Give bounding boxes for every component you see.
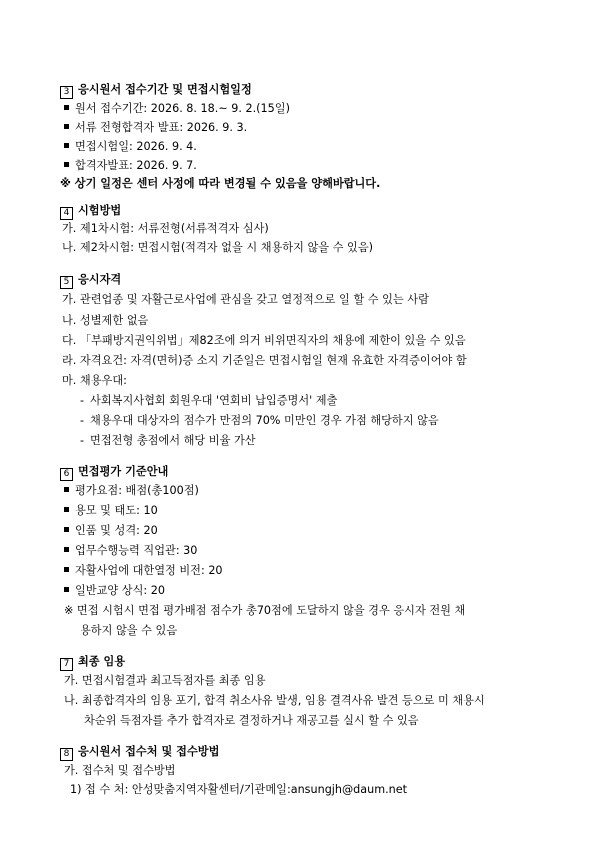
evaluation-note: ※ 면접 시험시 면접 평가배점 점수가 총70점에 도달하지 않을 경우 응시자 전원 채 (64, 604, 466, 617)
section-number-box: 8 (60, 748, 73, 761)
bullet-square-icon (64, 143, 69, 148)
section-number-box: 3 (60, 86, 73, 99)
list-item: 나. 성별제한 없음 (62, 314, 149, 327)
list-item: 평가요점: 배점(총100점) (64, 483, 199, 499)
evaluation-note-continued: 용하지 않을 수 있음 (80, 624, 178, 637)
list-item: 다. 「부패방지권익위법」제82조에 의거 비위면직자의 채용에 제한이 있을 수 있음 (62, 334, 466, 347)
list-item: 가. 면접시험결과 최고득점자를 최종 임용 (64, 674, 266, 687)
section-4-heading (60, 203, 121, 220)
sub-list-item: - 면접전형 총점에서 해당 비율 가산 (80, 434, 256, 447)
list-item: 가. 제1차시험: 서류전형(서류적격자 심사) (62, 222, 269, 235)
section-7-heading (60, 654, 125, 671)
bullet-square-icon (64, 162, 69, 167)
list-item: 가. 관련업종 및 자활근로사업에 관심을 갖고 열정적으로 일 할 수 있는 사람 (62, 293, 429, 306)
section-number-box: 7 (60, 658, 73, 671)
bullet-square-icon (64, 547, 69, 552)
list-item: 라. 자격요건: 자격(면허)증 소지 기준일은 면접시험일 현재 유효한 자격증이어야 함 (62, 354, 467, 367)
section-6-heading (60, 464, 168, 481)
list-item: 서류 전형합격자 발표: 2026. 9. 3. (64, 120, 247, 136)
dash-icon: - (80, 414, 85, 427)
list-item: 일반교양 상식: 20 (64, 583, 165, 599)
list-item: 나. 제2차시험: 면접시험(적격자 없을 시 채용하지 않을 수 있음) (62, 241, 373, 254)
list-item: 합격자발표: 2026. 9. 7. (64, 158, 197, 174)
section-title: 응시원서 접수기간 및 면접시험일정 (78, 83, 252, 96)
bullet-square-icon (64, 527, 69, 532)
list-item: 원서 접수기간: 2026. 8. 18.~ 9. 2.(15일) (64, 101, 290, 117)
list-item-continued: 차순위 득점자를 추가 합격자로 결정하거나 재공고를 실시 할 수 있음 (84, 714, 419, 727)
section-3-heading (60, 82, 252, 99)
bullet-square-icon (64, 567, 69, 572)
section-number-box: 4 (60, 207, 73, 220)
section-title: 시험방법 (78, 204, 122, 217)
section-8-heading (60, 744, 219, 761)
bullet-square-icon (64, 507, 69, 512)
list-item: 인품 및 성격: 20 (64, 523, 158, 539)
section-title: 최종 임용 (78, 655, 126, 668)
sub-list-item: - 사회복지사협회 회원우대 '연회비 납입증명서' 제출 (80, 394, 338, 407)
sub-list-item: - 채용우대 대상자의 점수가 만점의 70% 미만인 경우 가점 해당하지 않음 (80, 414, 439, 427)
dash-icon: - (80, 394, 85, 407)
bullet-square-icon (64, 105, 69, 110)
list-item: 나. 최종합격자의 임용 포기, 합격 취소사유 발생, 임용 결격사유 발견 등으로 미 채용시 (64, 694, 485, 707)
dash-icon: - (80, 434, 85, 447)
contact-line: 1) 접 수 처: 안성맞춤지역자활센터/기관메일:ansungjh@daum.net (70, 783, 408, 796)
bullet-square-icon (64, 124, 69, 129)
section-number-box: 5 (60, 276, 73, 289)
section-number-box: 6 (60, 468, 73, 481)
schedule-note: ※ 상기 일정은 센터 사정에 따라 변경될 수 있음을 양해바랍니다. (60, 177, 381, 190)
list-item: 마. 채용우대: (62, 374, 127, 387)
section-title: 응시자격 (78, 273, 122, 286)
list-item: 용모 및 태도: 10 (64, 503, 158, 519)
list-item: 업무수행능력 직업관: 30 (64, 543, 197, 559)
list-item: 가. 접수처 및 접수방법 (64, 764, 176, 777)
bullet-square-icon (64, 487, 69, 492)
section-title: 면접평가 기준안내 (78, 465, 169, 478)
list-item: 자활사업에 대한열정 비전: 20 (64, 563, 223, 579)
list-item: 면접시험일: 2026. 9. 4. (64, 139, 197, 155)
section-title: 응시원서 접수처 및 접수방법 (78, 745, 220, 758)
section-5-heading (60, 272, 121, 289)
bullet-square-icon (64, 587, 69, 592)
